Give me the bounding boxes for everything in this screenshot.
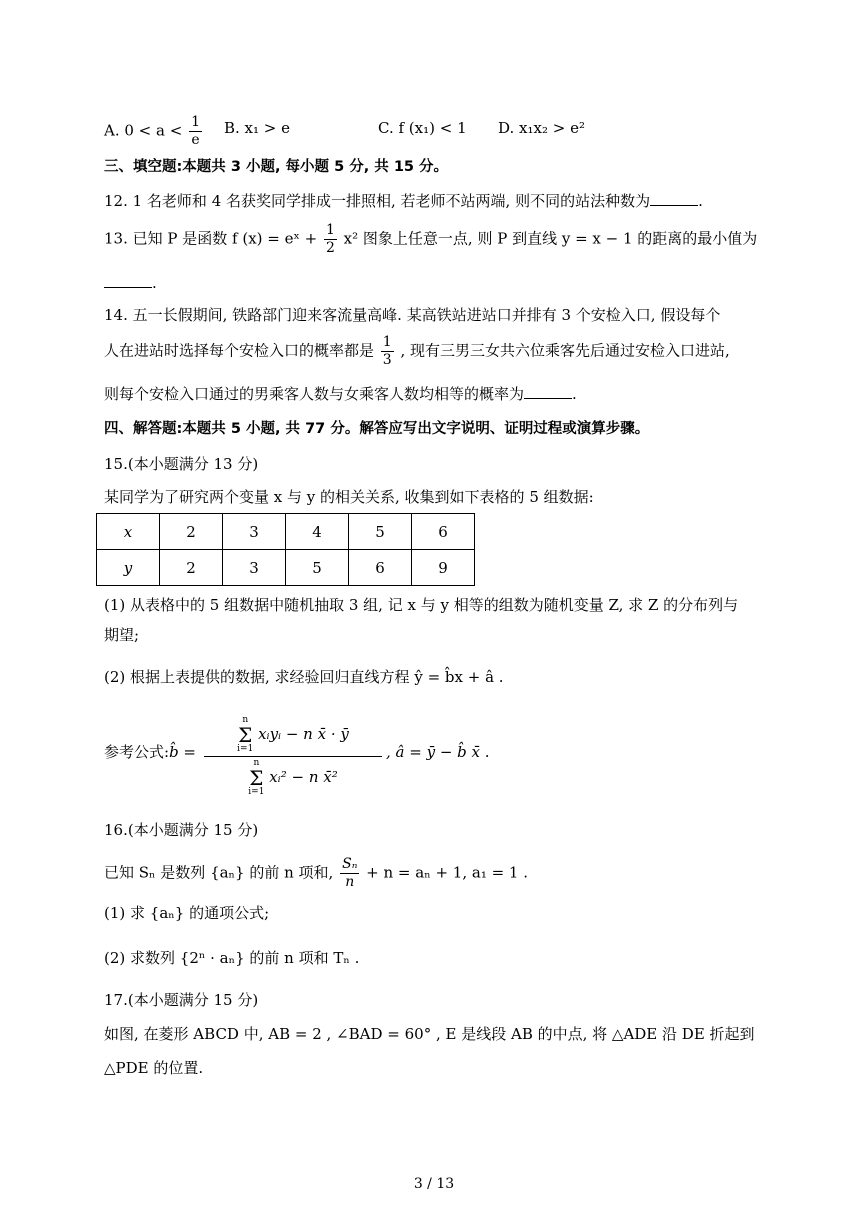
sum-sigma: Σ xyxy=(249,766,264,790)
frac-num: Sₙ xyxy=(342,856,358,872)
option-c: C. f (x₁) < 1 xyxy=(378,119,467,137)
q16-part2: (2) 求数列 {2ⁿ · aₙ} 的前 n 项和 Tₙ . xyxy=(104,949,360,967)
frac-den: e xyxy=(191,132,200,148)
q17-line2: △PDE 的位置. xyxy=(104,1059,204,1077)
table-cell: 4 xyxy=(286,514,349,550)
sum-sigma: Σ xyxy=(238,723,253,747)
denominator-expression: xᵢ² − n x̄² xyxy=(269,768,338,786)
answer-blank xyxy=(524,384,572,399)
sum-sign xyxy=(237,716,253,754)
formula-label-text: 参考公式: xyxy=(104,743,170,761)
table-row-header: y xyxy=(97,550,160,586)
formula-a-hat: , â = ȳ − b̂ x̄ . xyxy=(386,743,490,761)
q13-text-a: 13. 已知 P 是函数 f (x) = eˣ + xyxy=(104,229,318,248)
table-row xyxy=(97,550,475,586)
q14-text-c: 则每个安检入口通过的男乘客人数与女乘客人数均相等的概率为 xyxy=(104,385,525,403)
frac-num: 1 xyxy=(191,114,200,130)
frac-den: 3 xyxy=(382,352,392,368)
table-row xyxy=(97,514,475,550)
q17-line1: 如图, 在菱形 ABCD 中, AB = 2 , ∠BAD = 60° , E 是线段 AB 的中点, 将 △ADE 沿 DE 折起到 xyxy=(104,1025,755,1043)
q15-part2: (2) 根据上表提供的数据, 求经验回归直线方程 ŷ = b̂x + â . xyxy=(104,668,504,686)
option-a xyxy=(104,114,204,149)
table-cell: 2 xyxy=(160,514,223,550)
option-a-fraction xyxy=(189,114,202,149)
q15-data-table xyxy=(96,513,475,586)
formula-denominator xyxy=(204,757,382,797)
q16-intro xyxy=(104,856,528,891)
sum-bottom: i=1 xyxy=(248,787,265,797)
formula-fraction xyxy=(204,716,382,797)
q16-text-a: 已知 Sₙ 是数列 {aₙ} 的前 n 项和, xyxy=(104,863,334,882)
option-b: B. x₁ > e xyxy=(224,119,291,137)
formula-numerator xyxy=(204,716,382,757)
q15-title: 15.(本小题满分 13 分) xyxy=(104,455,259,473)
q16-part1: (1) 求 {aₙ} 的通项公式; xyxy=(104,904,270,922)
q15-part1-line1: (1) 从表格中的 5 组数据中随机抽取 3 组, 记 x 与 y 相等的组数为随机变量 Z, 求 Z 的分布列与 xyxy=(104,596,739,614)
q14-fraction xyxy=(381,334,394,369)
q15-part1-line2: 期望; xyxy=(104,626,140,644)
q14-text-b: , 现有三男三女共六位乘客先后通过安检入口进站, xyxy=(400,341,730,360)
sum-bottom: i=1 xyxy=(237,744,254,754)
q12 xyxy=(104,191,703,211)
frac-den: 2 xyxy=(325,240,335,256)
q13-fraction xyxy=(324,222,337,257)
q13 xyxy=(104,222,757,257)
q14-line2 xyxy=(104,334,730,369)
frac-den: n xyxy=(345,874,355,890)
q13-text-b: x² 图象上任意一点, 则 P 到直线 y = x − 1 的距离的最小值为 xyxy=(343,229,758,248)
table-row-header: x xyxy=(97,514,160,550)
q13-end: . xyxy=(152,274,157,292)
q14-end: . xyxy=(572,385,577,403)
numerator-expression: xᵢyᵢ − n x̄ · ȳ xyxy=(258,725,349,743)
answer-blank xyxy=(650,191,698,206)
q16-text-b: + n = aₙ + 1, a₁ = 1 . xyxy=(366,863,529,882)
sum-top: n xyxy=(253,758,260,768)
formula-b-hat: b̂ = xyxy=(169,743,197,761)
option-a-text: A. 0 < a < xyxy=(104,121,183,140)
table-cell: 9 xyxy=(412,550,475,586)
frac-num: 1 xyxy=(325,222,335,238)
table-cell: 6 xyxy=(349,550,412,586)
q14-line3 xyxy=(104,384,577,404)
table-cell: 3 xyxy=(223,550,286,586)
sum-top: n xyxy=(242,715,249,725)
section3-header: 三、填空题:本题共 3 小题, 每小题 5 分, 共 15 分。 xyxy=(104,159,449,175)
q15-intro: 某同学为了研究两个变量 x 与 y 的相关关系, 收集到如下表格的 5 组数据: xyxy=(104,488,594,506)
table-cell: 2 xyxy=(160,550,223,586)
formula-label xyxy=(104,742,196,762)
q12-end: . xyxy=(698,192,703,210)
sum-sign xyxy=(248,759,264,797)
q16-fraction xyxy=(340,856,359,891)
table-cell: 5 xyxy=(286,550,349,586)
table-cell: 6 xyxy=(412,514,475,550)
page-number: 3 / 13 xyxy=(413,1176,455,1192)
table-cell: 3 xyxy=(223,514,286,550)
q12-text: 12. 1 名老师和 4 名获奖同学排成一排照相, 若老师不站两端, 则不同的站法种数为 xyxy=(104,192,651,210)
q14-text-a: 人在进站时选择每个安检入口的概率都是 xyxy=(104,341,375,360)
frac-num: 1 xyxy=(382,334,392,350)
q13-answer-line xyxy=(104,273,157,293)
table-cell: 5 xyxy=(349,514,412,550)
q17-title: 17.(本小题满分 15 分) xyxy=(104,991,259,1009)
option-d: D. x₁x₂ > e² xyxy=(498,119,585,137)
q16-title: 16.(本小题满分 15 分) xyxy=(104,821,259,839)
q14-line1: 14. 五一长假期间, 铁路部门迎来客流量高峰. 某高铁站进站口并排有 3 个安检入口, 假设每个 xyxy=(104,306,721,324)
answer-blank xyxy=(104,273,152,288)
section4-header: 四、解答题:本题共 5 小题, 共 77 分。解答应写出文字说明、证明过程或演算步骤。 xyxy=(104,421,650,437)
